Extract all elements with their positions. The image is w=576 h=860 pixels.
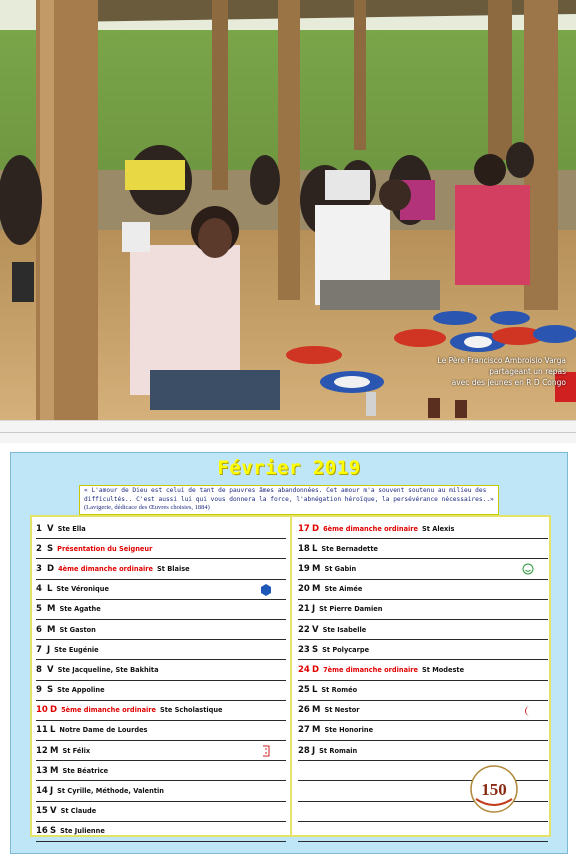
quote-box	[79, 485, 499, 515]
day-letter: L	[47, 584, 53, 595]
saint-name: St Alexis	[422, 524, 455, 533]
day-letter: J	[47, 644, 51, 655]
day-number: 23	[298, 644, 310, 655]
day-number: 26	[298, 705, 310, 716]
day-letter: J	[312, 745, 316, 756]
day-number: 9	[36, 685, 42, 696]
liturgical-feast: 6ème dimanche ordinaire	[323, 524, 419, 533]
day-letter: D	[312, 523, 320, 534]
day-row	[298, 681, 548, 701]
days-column-left	[36, 519, 286, 842]
day-row	[36, 620, 286, 640]
day-number: 5	[36, 604, 42, 615]
day-letter: V	[47, 523, 54, 534]
day-row	[36, 519, 286, 539]
day-letter: S	[47, 685, 54, 696]
day-row	[36, 721, 286, 741]
saint-name: Ste Agathe	[59, 605, 101, 614]
saint-name: St Nestor	[324, 706, 360, 715]
day-letter: V	[312, 624, 319, 635]
day-row	[36, 741, 286, 761]
saint-name: St Modeste	[422, 665, 465, 674]
page-separator	[0, 420, 576, 443]
saint-name: Ste Bernadette	[321, 544, 378, 553]
day-letter: V	[50, 806, 57, 817]
day-row	[36, 580, 286, 600]
day-row	[298, 580, 548, 600]
day-number: 16	[36, 826, 48, 837]
caption-line-3: avec des jeunes en R D Congo	[451, 378, 566, 387]
days-panel	[30, 515, 551, 837]
saint-name: St Blaise	[157, 564, 190, 573]
day-letter: M	[312, 563, 321, 574]
day-letter: M	[50, 765, 59, 776]
day-letter: M	[312, 705, 321, 716]
day-letter: M	[50, 745, 59, 756]
day-letter: M	[47, 604, 56, 615]
saint-name: St Cyrille, Méthode, Valentin	[57, 787, 164, 796]
congo-meal-photo	[0, 0, 576, 420]
red-bracket-icon	[260, 745, 272, 757]
day-number: 19	[298, 563, 310, 574]
day-letter: D	[47, 563, 55, 574]
day-row	[36, 802, 286, 822]
day-letter: V	[47, 664, 54, 675]
month-title: Février 2019	[217, 457, 361, 479]
day-letter: M	[312, 584, 321, 595]
saint-name: St Gaston	[59, 625, 96, 634]
green-face-icon	[522, 563, 534, 575]
day-letter: S	[312, 644, 319, 655]
quote-reference: (Lavigerie, dédicace des Œuvres choisies, 1884)	[84, 504, 210, 512]
saint-name: Ste Ella	[57, 524, 86, 533]
day-number: 27	[298, 725, 310, 736]
anniversary-logo-icon	[468, 763, 520, 815]
saint-name: St Félix	[62, 746, 91, 755]
day-letter: S	[47, 543, 54, 554]
saint-name: St Gabin	[324, 564, 357, 573]
day-row	[36, 822, 286, 842]
day-row	[298, 721, 548, 741]
day-row	[36, 681, 286, 701]
day-number: 21	[298, 604, 310, 615]
day-letter: L	[312, 685, 318, 696]
day-letter: M	[47, 624, 56, 635]
day-row	[36, 660, 286, 680]
day-number: 28	[298, 745, 310, 756]
day-number: 13	[36, 765, 48, 776]
liturgical-feast: 7ème dimanche ordinaire	[323, 665, 419, 674]
day-number: 12	[36, 745, 48, 756]
logo-number: 150	[481, 780, 507, 799]
quote-text: « L'amour de Dieu est celui de tant de pauvres âmes abandonnées. Cet amour m'a souvent soutenu au milieu des difficultés.. C'est aussi lui qui vous donnera la force, l'abnégation héroïque, la persévérance nécessaires..»	[84, 487, 494, 503]
day-number: 17	[298, 523, 310, 534]
day-number: 1	[36, 523, 42, 534]
day-letter: L	[312, 543, 318, 554]
day-row	[36, 559, 286, 579]
saint-name: Notre Dame de Lourdes	[59, 726, 148, 735]
day-number: 4	[36, 584, 42, 595]
day-row	[36, 761, 286, 781]
day-row	[298, 701, 548, 721]
column-divider	[290, 517, 292, 835]
saint-name: Ste Appoline	[57, 686, 105, 695]
day-letter: S	[50, 826, 57, 837]
saint-name: Ste Honorine	[324, 726, 374, 735]
day-letter: M	[312, 725, 321, 736]
blue-hexagon-icon	[260, 584, 272, 596]
red-moon-icon	[522, 705, 534, 717]
day-row	[298, 519, 548, 539]
calendar-page	[10, 452, 568, 854]
saint-name: St Pierre Damien	[319, 605, 383, 614]
empty-day-row	[298, 822, 548, 842]
saint-name: Ste Isabelle	[322, 625, 367, 634]
day-number: 24	[298, 664, 310, 675]
saint-name: St Roméo	[321, 686, 358, 695]
day-number: 20	[298, 584, 310, 595]
liturgical-feast: 5ème dimanche ordinaire	[61, 706, 157, 715]
saint-name: St Claude	[60, 807, 97, 816]
day-number: 8	[36, 664, 42, 675]
day-row	[298, 620, 548, 640]
day-number: 2	[36, 543, 42, 554]
caption-line-1: Le Père Francisco Ambroisio Varga	[437, 356, 566, 365]
day-letter: D	[50, 705, 58, 716]
day-number: 11	[36, 725, 48, 736]
saint-name: St Romain	[319, 746, 358, 755]
day-row	[36, 539, 286, 559]
saint-name: Ste Eugénie	[54, 645, 99, 654]
saint-name: Ste Véronique	[56, 585, 109, 594]
day-letter: L	[50, 725, 56, 736]
day-number: 7	[36, 644, 42, 655]
day-row	[36, 600, 286, 620]
day-row	[298, 640, 548, 660]
day-number: 18	[298, 543, 310, 554]
day-number: 22	[298, 624, 310, 635]
caption-line-2: partageant un repas	[489, 367, 566, 376]
day-number: 14	[36, 786, 48, 797]
saint-name: St Polycarpe	[322, 645, 370, 654]
day-row	[298, 660, 548, 680]
saint-name: Ste Scholastique	[160, 706, 223, 715]
saint-name: Présentation du Seigneur	[57, 544, 153, 553]
saint-name: Ste Julienne	[60, 827, 105, 836]
day-row	[36, 640, 286, 660]
day-number: 6	[36, 624, 42, 635]
day-row	[298, 600, 548, 620]
day-number: 15	[36, 806, 48, 817]
saint-name: Ste Jacqueline, Ste Bakhita	[57, 665, 159, 674]
day-number: 3	[36, 563, 42, 574]
day-letter: J	[312, 604, 316, 615]
saint-name: Ste Béatrice	[62, 766, 109, 775]
day-row	[36, 781, 286, 801]
day-number: 25	[298, 685, 310, 696]
day-letter: J	[50, 786, 54, 797]
day-row	[298, 559, 548, 579]
days-column-right	[298, 519, 548, 842]
day-number: 10	[36, 705, 48, 716]
day-row	[298, 539, 548, 559]
liturgical-feast: 4ème dimanche ordinaire	[58, 564, 154, 573]
photo-caption	[366, 355, 566, 388]
saint-name: Ste Aimée	[324, 585, 363, 594]
day-row	[298, 741, 548, 761]
day-letter: D	[312, 664, 320, 675]
day-row	[36, 701, 286, 721]
